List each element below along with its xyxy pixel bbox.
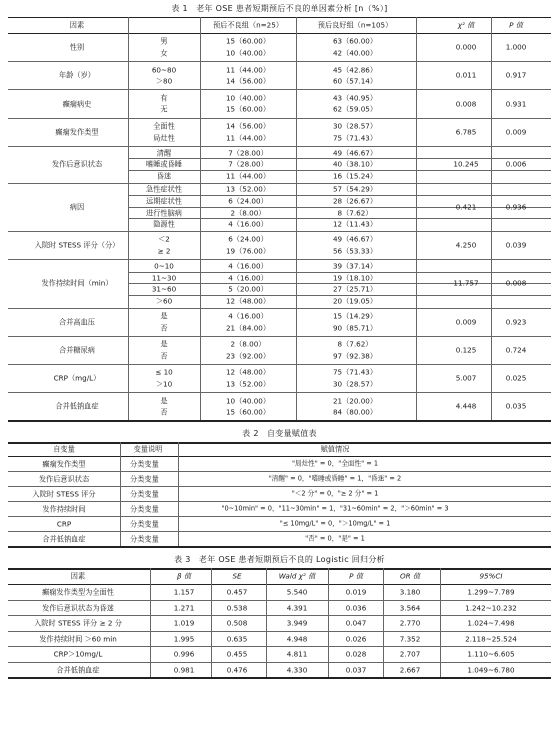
table3-cell-4-2: 0.455 xyxy=(226,649,248,659)
table2-description-3: 分类变量 xyxy=(130,504,159,514)
column-line xyxy=(178,442,179,546)
table1-caption: 表 1 老年 OSE 患者短期预后不良的单因素分析 [n（%）] xyxy=(171,4,388,13)
table1-bad-value-1-0: 11（44.00） xyxy=(225,65,271,74)
table2-variable-0: 癫痫发作类型 xyxy=(42,459,86,469)
table3-cell-1-0: 发作后意识状态为昏迷 xyxy=(42,603,114,613)
table3-cell-0-2: 0.457 xyxy=(226,587,248,597)
column-line xyxy=(383,568,384,677)
table1-subcategory-3-0: 全面性 xyxy=(153,121,175,131)
table1-factor-4: 发作后意识状态 xyxy=(51,159,103,169)
row-line xyxy=(8,364,551,365)
table3-cell-0-1: 1.157 xyxy=(173,587,195,597)
table3-cell-5-5: 2.667 xyxy=(399,665,421,675)
table3-cell-4-6: 1.110~6.605 xyxy=(467,649,515,659)
table1-bad-value-8-0: 4（16.00） xyxy=(228,311,268,321)
row-line xyxy=(8,308,551,309)
table2-variable-2: 入院时 STESS 评分 xyxy=(32,489,96,499)
table1-factor-11: 合并低钠血症 xyxy=(55,401,99,411)
table1-subcategory-7-2: 31~60 xyxy=(151,284,177,294)
table1-p-11: 0.035 xyxy=(505,401,527,411)
table1-good-value-5-0: 57（54.29） xyxy=(332,184,378,194)
table1-good-value-6-1: 56（53.33） xyxy=(332,246,378,256)
table1-subcategory-9-0: 是 xyxy=(160,339,168,349)
table3-cell-3-4: 0.026 xyxy=(345,634,367,644)
row-line xyxy=(8,146,551,147)
column-line xyxy=(266,568,267,677)
table1-subcategory-5-0: 急性症状性 xyxy=(146,184,182,194)
table3-head-rule xyxy=(8,584,551,585)
table3-cell-5-6: 1.049~6.780 xyxy=(467,665,515,675)
table3-bottom-rule xyxy=(8,677,551,678)
table1-bad-value-5-2: 2（8.00） xyxy=(230,208,266,218)
table1-subcategory-6-1: ≥ 2 xyxy=(157,246,171,256)
table1-chi-4: 10.245 xyxy=(453,159,479,169)
table1-factor-0: 性别 xyxy=(69,42,85,52)
table3-cell-1-5: 3.564 xyxy=(399,603,421,613)
table1-subcategory-2-1: 无 xyxy=(160,104,168,114)
table3-cell-4-5: 2.707 xyxy=(399,649,421,659)
table1-bad-value-7-3: 12（48.00） xyxy=(225,296,271,306)
row-line xyxy=(8,516,551,517)
table3-cell-1-3: 4.391 xyxy=(286,603,308,613)
table1-factor-5: 病因 xyxy=(69,202,85,212)
table1-top-rule xyxy=(8,17,551,18)
table1-good-value-11-0: 21（20.00） xyxy=(332,396,378,405)
row-line xyxy=(8,259,551,260)
table3-cell-2-4: 0.047 xyxy=(345,618,367,628)
table1-subcategory-1-0: 60~80 xyxy=(151,65,177,74)
table1-p-1: 0.917 xyxy=(505,70,527,80)
row-line xyxy=(8,392,551,393)
table3-cell-3-2: 0.635 xyxy=(226,634,248,644)
table1-header-good: 预后良好组（n=105） xyxy=(317,20,393,30)
table3-cell-4-0: CRP＞10mg/L xyxy=(53,649,103,659)
table1-chi-11: 4.448 xyxy=(455,401,477,411)
table1-bottom-rule xyxy=(8,420,551,421)
table1-bad-value-0-0: 15（60.00） xyxy=(225,36,271,46)
table2-assignment-3: "0~10min" = 0，"11~30min" = 1，"31~60min" = 2，"＞60min" = 3 xyxy=(221,504,449,513)
table1-subcategory-7-1: 11~30 xyxy=(151,273,177,283)
table1-good-value-2-0: 43（40.95） xyxy=(332,93,378,103)
table3-cell-3-6: 2.118~25.524 xyxy=(465,634,517,644)
table1-p-0: 1.000 xyxy=(505,42,527,52)
table2-assignment-0: "局灶性" = 0，"全面性" = 1 xyxy=(291,459,379,468)
table1-bad-value-5-1: 6（24.00） xyxy=(228,196,268,206)
table1-good-value-4-1: 40（38.10） xyxy=(332,159,378,169)
table1-good-value-11-1: 84（80.00） xyxy=(332,407,378,417)
table3-header-2: SE xyxy=(232,571,242,581)
table1-chi-9: 0.125 xyxy=(455,345,477,355)
table1-good-value-7-2: 27（25.71） xyxy=(332,284,378,294)
table1-good-value-6-0: 49（46.67） xyxy=(332,234,378,244)
table1-good-value-0-1: 42（40.00） xyxy=(332,48,378,58)
table1-good-value-9-1: 97（92.38） xyxy=(332,351,378,361)
table3-cell-3-5: 7.352 xyxy=(399,634,421,644)
table3-cell-0-5: 3.180 xyxy=(399,587,421,597)
table1-bad-value-10-1: 13（52.00） xyxy=(225,379,271,389)
table1-bad-value-8-1: 21（84.00） xyxy=(225,323,271,332)
table2-variable-4: CRP xyxy=(56,519,72,529)
table1-p-9: 0.724 xyxy=(505,345,527,355)
row-line xyxy=(8,531,551,532)
table3-cell-3-3: 4.948 xyxy=(286,634,308,644)
table1-bad-value-9-1: 23（92.00） xyxy=(225,351,271,361)
table3-top-rule xyxy=(8,568,551,569)
table1-factor-6: 入院时 STESS 评分（分） xyxy=(34,240,120,250)
table1-bad-value-5-0: 13（52.00） xyxy=(225,184,271,194)
row-line xyxy=(8,61,551,62)
row-line xyxy=(8,631,551,632)
table3-cell-5-4: 0.037 xyxy=(345,665,367,675)
table3-cell-4-1: 0.996 xyxy=(173,649,195,659)
table1-subcategory-1-1: ＞80 xyxy=(155,76,173,86)
row-line xyxy=(8,646,551,647)
table1-p-6: 0.039 xyxy=(505,240,527,250)
table1-good-value-10-0: 75（71.43） xyxy=(332,367,378,377)
table1-subcategory-11-0: 是 xyxy=(160,396,168,405)
row-line xyxy=(8,471,551,472)
table1-bad-value-0-1: 10（40.00） xyxy=(225,48,271,58)
table1-good-value-7-0: 39（37.14） xyxy=(332,261,378,271)
table3-cell-5-3: 4.330 xyxy=(286,665,308,675)
row-line xyxy=(8,336,551,337)
table1-good-value-3-1: 75（71.43） xyxy=(332,133,378,142)
table3-cell-2-5: 2.770 xyxy=(399,618,421,628)
table1-factor-8: 合并高血压 xyxy=(59,317,95,327)
table1-good-value-0-0: 63（60.00） xyxy=(332,36,378,46)
table1-bad-value-7-2: 5（20.00） xyxy=(228,284,268,294)
table1-subcategory-4-1: 嗜睡或昏睡 xyxy=(146,159,182,169)
table2-description-5: 分类变量 xyxy=(130,534,159,544)
table2-assignment-4: "≤ 10mg/L" = 0，"＞10mg/L" = 1 xyxy=(279,519,391,528)
table2-head-rule xyxy=(8,456,551,457)
table1-p-10: 0.025 xyxy=(505,373,527,383)
table1-header-chi: χ² 值 xyxy=(457,20,475,30)
table1-bad-value-2-0: 10（40.00） xyxy=(225,93,271,103)
table1-subcategory-7-0: 0~10 xyxy=(154,261,174,271)
table1-bad-value-7-0: 4（16.00） xyxy=(228,261,268,271)
row-line xyxy=(8,615,551,616)
row-line xyxy=(8,89,551,90)
table2-bottom-rule xyxy=(8,546,551,547)
table1-good-value-10-1: 30（28.57） xyxy=(332,379,378,389)
table1-subcategory-10-1: ＞10 xyxy=(155,379,173,389)
table3-header-4: P 值 xyxy=(349,571,363,581)
table3-cell-2-3: 3.949 xyxy=(286,618,308,628)
table3-header-3: Wald χ² 值 xyxy=(278,571,316,581)
table3-cell-0-4: 0.019 xyxy=(345,587,367,597)
table2-variable-5: 合并低钠血症 xyxy=(42,534,86,544)
table1-good-value-4-2: 16（15.24） xyxy=(332,171,378,181)
table3-cell-1-6: 1.242~10.232 xyxy=(465,603,517,613)
table1-good-value-8-1: 90（85.71） xyxy=(332,323,378,332)
table3-cell-5-1: 0.981 xyxy=(173,665,195,675)
table2-top-rule xyxy=(8,442,551,443)
row-line xyxy=(8,231,551,232)
table1-chi-0: 0.000 xyxy=(455,42,477,52)
table3-cell-3-1: 1.995 xyxy=(173,634,195,644)
table3-caption: 表 3 老年 OSE 患者短期预后不良的 Logistic 回归分析 xyxy=(174,555,385,565)
column-line xyxy=(491,17,492,420)
table1-header-p: P 值 xyxy=(509,20,523,30)
table2-assignment-5: "否" = 0，"是" = 1 xyxy=(305,534,365,543)
table1-chi-3: 6.785 xyxy=(455,127,477,137)
table2-variable-3: 发作持续时间 xyxy=(42,504,86,514)
table1-good-value-1-1: 60（57.14） xyxy=(332,76,378,86)
table1-good-value-7-3: 20（19.05） xyxy=(332,296,378,306)
column-line xyxy=(416,17,417,420)
table1-bad-value-5-3: 4（16.00） xyxy=(228,219,268,229)
table1-factor-9: 合并糖尿病 xyxy=(59,345,95,355)
table2-header-var: 自变量 xyxy=(53,444,75,454)
table1-bad-value-6-0: 6（24.00） xyxy=(228,234,268,244)
table3-cell-2-6: 1.024~7.498 xyxy=(467,618,515,628)
table1-good-value-3-0: 30（28.57） xyxy=(332,121,378,131)
table1-subcategory-5-1: 远期症状性 xyxy=(146,196,182,206)
table1-good-value-7-1: 19（18.10） xyxy=(332,273,378,283)
row-line xyxy=(8,183,551,184)
table2-description-0: 分类变量 xyxy=(130,459,159,469)
table1-good-value-2-1: 62（59.05） xyxy=(332,104,378,114)
table1-bad-value-9-0: 2（8.00） xyxy=(230,339,266,349)
table3-cell-0-3: 5.540 xyxy=(286,587,308,597)
table1-bad-value-4-1: 7（28.00） xyxy=(228,159,268,169)
table3-header-6: 95%CI xyxy=(479,571,503,581)
table1-factor-3: 癫痫发作类型 xyxy=(55,127,99,137)
table1-subcategory-0-1: 女 xyxy=(160,48,168,58)
table1-factor-2: 癫痫病史 xyxy=(62,99,92,108)
table3-cell-1-4: 0.036 xyxy=(345,603,367,613)
column-line xyxy=(128,17,129,420)
column-line xyxy=(440,568,441,677)
table3-cell-4-3: 4.811 xyxy=(286,649,308,659)
table1-bad-value-3-1: 11（44.00） xyxy=(225,133,271,142)
row-line xyxy=(8,600,551,601)
table1-header-bad: 预后不良组（n=25） xyxy=(212,20,284,30)
table1-factor-7: 发作持续时间（min） xyxy=(41,278,113,288)
table3-cell-2-0: 入院时 STESS 评分 ≥ 2 分 xyxy=(34,618,122,628)
table1-good-value-5-1: 28（26.67） xyxy=(332,196,378,206)
column-line xyxy=(211,568,212,677)
table1-bad-value-11-1: 15（60.00） xyxy=(225,407,271,417)
table3-cell-2-2: 0.508 xyxy=(226,618,248,628)
table1-bad-value-10-0: 12（48.00） xyxy=(225,367,271,377)
table3-cell-5-0: 合并低钠血症 xyxy=(56,665,100,675)
column-line xyxy=(200,17,201,420)
table1-good-value-4-0: 49（46.67） xyxy=(332,148,378,158)
table1-chi-8: 0.009 xyxy=(455,317,477,327)
table1-bad-value-2-1: 15（60.00） xyxy=(225,104,271,114)
table3-cell-2-1: 1.019 xyxy=(173,618,195,628)
table3-cell-1-2: 0.538 xyxy=(226,603,248,613)
row-line xyxy=(8,662,551,663)
table2-variable-1: 发作后意识状态 xyxy=(38,474,90,484)
table1-good-value-5-3: 12（11.43） xyxy=(332,219,378,229)
table1-subcategory-2-0: 有 xyxy=(160,93,168,103)
table1-subcategory-4-2: 昏迷 xyxy=(156,171,172,181)
table1-chi-5: 0.421 xyxy=(455,202,477,212)
table1-subcategory-11-1: 否 xyxy=(160,407,168,417)
table1-bad-value-7-1: 4（16.00） xyxy=(228,273,268,283)
table1-good-value-1-0: 45（42.86） xyxy=(332,65,378,74)
table1-p-2: 0.931 xyxy=(505,99,527,108)
table1-bad-value-1-1: 14（56.00） xyxy=(225,76,271,86)
row-line xyxy=(8,501,551,502)
table2-description-4: 分类变量 xyxy=(130,519,159,529)
table1-p-3: 0.009 xyxy=(505,127,527,137)
table1-bad-value-11-0: 10（40.00） xyxy=(225,396,271,405)
table3-cell-1-1: 1.271 xyxy=(173,603,195,613)
table1-chi-1: 0.011 xyxy=(455,70,477,80)
table1-good-value-8-0: 15（14.29） xyxy=(332,311,378,321)
table3-cell-0-0: 癫痫发作类型为全面性 xyxy=(42,587,114,597)
table2-assignment-2: "＜2 分" = 0，"≥ 2 分" = 1 xyxy=(291,489,379,498)
row-line xyxy=(8,118,551,119)
column-line xyxy=(120,442,121,546)
table3-cell-5-2: 0.476 xyxy=(226,665,248,675)
row-line xyxy=(8,486,551,487)
table3-header-5: OR 值 xyxy=(399,571,421,581)
table1-good-value-9-0: 8（7.62） xyxy=(337,339,373,349)
table1-subcategory-8-1: 否 xyxy=(160,323,168,332)
table2-caption: 表 2 自变量赋值表 xyxy=(242,429,317,439)
column-line xyxy=(296,17,297,420)
table2-description-2: 分类变量 xyxy=(130,489,159,499)
table1-factor-10: CRP（mg/L） xyxy=(53,373,101,383)
table1-bad-value-4-2: 11（44.00） xyxy=(225,171,271,181)
table1-p-8: 0.923 xyxy=(505,317,527,327)
table1-subcategory-7-3: ＞60 xyxy=(155,296,173,306)
table1-subcategory-0-0: 男 xyxy=(160,36,168,46)
table1-subcategory-10-0: ≤ 10 xyxy=(155,367,173,377)
table1-chi-6: 4.250 xyxy=(455,240,477,250)
table1-subcategory-3-1: 局灶性 xyxy=(153,133,175,142)
table1-head-rule xyxy=(8,33,551,34)
table1-subcategory-5-2: 进行性脑病 xyxy=(146,208,182,218)
table2-header-assign: 赋值情况 xyxy=(320,444,350,454)
table3-header-1: β 值 xyxy=(176,571,192,581)
table1-chi-2: 0.008 xyxy=(455,99,477,108)
table1-p-4: 0.006 xyxy=(505,159,527,169)
table3-cell-3-0: 发作持续时间 ＞60 min xyxy=(39,634,117,644)
table2-header-desc: 变量说明 xyxy=(133,444,163,454)
table1-bad-value-4-0: 7（28.00） xyxy=(228,148,268,158)
table1-p-7: 0.008 xyxy=(505,278,527,288)
column-line xyxy=(150,568,151,677)
table1-bad-value-3-0: 14（56.00） xyxy=(225,121,271,131)
table2-description-1: 分类变量 xyxy=(130,474,159,484)
table1-chi-7: 11.757 xyxy=(453,278,479,288)
table3-header-0: 因素 xyxy=(70,571,86,581)
table3-cell-4-4: 0.028 xyxy=(345,649,367,659)
table1-bad-value-6-1: 19（76.00） xyxy=(225,246,271,256)
table1-p-5: 0.936 xyxy=(505,202,527,212)
table1-header-factor: 因素 xyxy=(69,20,85,30)
table3-cell-0-6: 1.299~7.789 xyxy=(467,587,515,597)
column-line xyxy=(328,568,329,677)
table1-subcategory-6-0: ＜2 xyxy=(158,234,170,244)
table1-subcategory-4-0: 清醒 xyxy=(156,148,172,158)
table1-factor-1: 年龄（岁） xyxy=(59,70,95,80)
table1-chi-10: 5.007 xyxy=(455,373,477,383)
table1-subcategory-9-1: 否 xyxy=(160,351,168,361)
table1-subcategory-5-3: 隐源性 xyxy=(153,219,175,229)
table1-good-value-5-2: 8（7.62） xyxy=(337,208,373,218)
table1-subcategory-8-0: 是 xyxy=(160,311,168,321)
table2-assignment-1: "清醒" = 0，"嗜睡或昏睡" = 1，"昏迷" = 2 xyxy=(268,474,402,483)
